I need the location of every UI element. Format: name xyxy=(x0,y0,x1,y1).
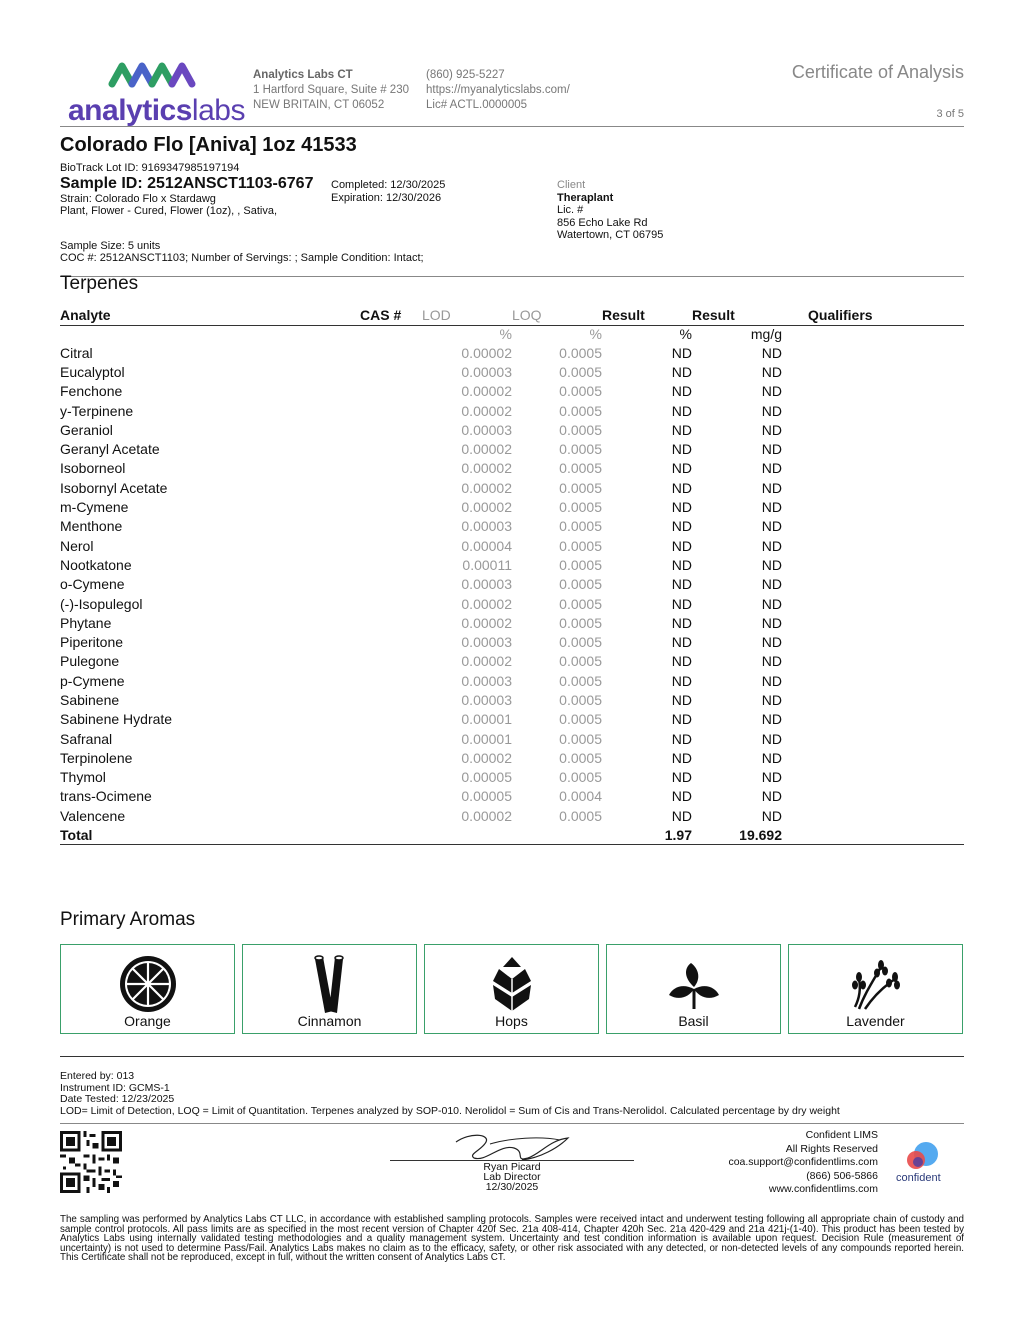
loq-cell: 0.0005 xyxy=(559,421,602,438)
result-pct-cell: ND xyxy=(671,556,692,573)
analyte-cell: Isoborneol xyxy=(60,460,126,477)
table-row xyxy=(60,555,964,574)
aromas-divider xyxy=(60,1056,964,1057)
lims-email[interactable]: coa.support@confidentlims.com xyxy=(728,1156,878,1168)
result-mg-cell: ND xyxy=(761,769,782,786)
analyte-cell: Geraniol xyxy=(60,421,113,438)
analyte-cell: m-Cymene xyxy=(60,499,129,516)
loq-cell: 0.0005 xyxy=(559,402,602,419)
qualifiers-cell xyxy=(782,787,964,806)
table-row xyxy=(60,517,964,536)
analyte-cell: o-Cymene xyxy=(60,576,125,593)
lod-cell: 0.00002 xyxy=(461,460,512,477)
loq-cell: 0.0005 xyxy=(559,769,602,786)
cas-cell xyxy=(360,536,422,555)
result-pct-cell: ND xyxy=(671,749,692,766)
result-mg-cell: ND xyxy=(761,402,782,419)
qr-code-icon[interactable] xyxy=(60,1131,122,1193)
strain-info xyxy=(60,193,277,217)
table-row xyxy=(60,420,964,439)
lod-cell xyxy=(422,825,512,844)
result-pct-cell: ND xyxy=(671,499,692,516)
cas-cell xyxy=(360,497,422,516)
cas-cell xyxy=(360,594,422,613)
qualifiers-cell xyxy=(782,748,964,767)
page-number: 3 of 5 xyxy=(936,108,964,120)
loq-cell: 0.0005 xyxy=(559,576,602,593)
lod-cell: 0.00002 xyxy=(461,595,512,612)
table-row xyxy=(60,632,964,651)
strain: Strain: Colorado Flo x Stardawg xyxy=(60,193,216,205)
loq-cell: 0.0005 xyxy=(559,807,602,824)
unit-loq: % xyxy=(589,326,602,343)
cas-cell xyxy=(360,362,422,381)
loq-cell: 0.0005 xyxy=(559,363,602,380)
lod-cell: 0.00005 xyxy=(461,788,512,805)
document-title: Certificate of Analysis xyxy=(791,62,964,82)
cas-cell xyxy=(360,748,422,767)
table-row xyxy=(60,478,964,497)
analyte-cell: y-Terpinene xyxy=(60,402,134,419)
table-row xyxy=(60,652,964,671)
units-row xyxy=(60,325,964,343)
qualifiers-cell xyxy=(782,575,964,594)
cas-cell xyxy=(360,710,422,729)
cas-cell xyxy=(360,517,422,536)
result-mg-cell: ND xyxy=(761,421,782,438)
table-row xyxy=(60,594,964,613)
loq-cell: 0.0005 xyxy=(559,653,602,670)
table-row xyxy=(60,497,964,516)
test-info xyxy=(60,1071,840,1117)
result-pct-cell: ND xyxy=(671,344,692,361)
qualifiers-cell xyxy=(782,613,964,632)
result-pct-cell: ND xyxy=(671,730,692,747)
result-mg-cell: ND xyxy=(761,595,782,612)
table-row xyxy=(60,362,964,381)
lab-contact xyxy=(426,68,570,113)
analyte-cell: Valencene xyxy=(60,807,126,824)
result-pct-cell: ND xyxy=(671,479,692,496)
cas-cell xyxy=(360,401,422,420)
cas-cell xyxy=(360,613,422,632)
qualifiers-cell xyxy=(782,806,964,825)
table-row xyxy=(60,575,964,594)
analyte-cell: Thymol xyxy=(60,769,106,786)
table-row xyxy=(60,806,964,825)
qualifiers-cell xyxy=(782,825,964,844)
loq-cell: 0.0005 xyxy=(559,595,602,612)
lod-cell: 0.00002 xyxy=(461,749,512,766)
col-lod: LOD xyxy=(422,306,512,325)
cas-cell xyxy=(360,343,422,362)
qualifiers-cell xyxy=(782,382,964,401)
result-pct-cell: ND xyxy=(671,672,692,689)
lims-rights: All Rights Reserved xyxy=(785,1142,878,1155)
loq-cell xyxy=(512,825,602,844)
instrument-id: Instrument ID: GCMS-1 xyxy=(60,1081,170,1094)
qualifiers-cell xyxy=(782,459,964,478)
analyte-cell: Eucalyptol xyxy=(60,363,125,380)
col-result-mg: Result xyxy=(692,306,782,325)
lod-cell: 0.00002 xyxy=(461,344,512,361)
cas-cell xyxy=(360,729,422,748)
loq-cell: 0.0005 xyxy=(559,749,602,766)
table-row xyxy=(60,613,964,632)
lod-cell: 0.00003 xyxy=(461,421,512,438)
col-loq: LOQ xyxy=(512,306,602,325)
loq-cell: 0.0005 xyxy=(559,672,602,689)
method-note: LOD= Limit of Detection, LOQ = Limit of Quantitation. Terpenes analyzed by SOP-010. Nerolidol = Sum of Cis and Trans-Nerolidol. Calculated percentage by dry weight xyxy=(60,1104,840,1117)
confident-mark-icon xyxy=(896,1140,952,1172)
lod-cell: 0.00003 xyxy=(461,363,512,380)
lod-cell: 0.00003 xyxy=(461,634,512,651)
table-header-row xyxy=(60,306,964,325)
result-mg-cell: ND xyxy=(761,653,782,670)
analyte-cell: Fenchone xyxy=(60,383,123,400)
signer-title: Lab Director xyxy=(483,1171,541,1183)
result-pct-cell: ND xyxy=(671,441,692,458)
qualifiers-cell xyxy=(782,439,964,458)
result-pct-cell: ND xyxy=(671,691,692,708)
qualifiers-cell xyxy=(782,768,964,787)
sign-date: 12/30/2025 xyxy=(485,1181,539,1193)
total-label: Total xyxy=(60,825,360,844)
result-pct-cell: ND xyxy=(671,634,692,651)
cas-cell xyxy=(360,632,422,651)
lab-address-line-2: NEW BRITAIN, CT 06052 xyxy=(253,99,385,111)
table-row xyxy=(60,710,964,729)
result-pct-cell: ND xyxy=(671,807,692,824)
result-pct-cell: ND xyxy=(671,788,692,805)
lod-cell: 0.00005 xyxy=(461,769,512,786)
lod-cell: 0.00002 xyxy=(461,653,512,670)
cas-cell xyxy=(360,575,422,594)
analyte-cell: Phytane xyxy=(60,614,112,631)
total-row xyxy=(60,825,964,844)
entered-by: Entered by: 013 xyxy=(60,1070,135,1082)
lod-cell: 0.00001 xyxy=(461,730,512,747)
table-row xyxy=(60,787,964,806)
expiration-date: Expiration: 12/30/2026 xyxy=(331,192,442,204)
cas-cell xyxy=(360,459,422,478)
table-row xyxy=(60,343,964,362)
loq-cell: 0.0005 xyxy=(559,460,602,477)
aroma-card-orange xyxy=(60,944,235,1034)
loq-cell: 0.0005 xyxy=(559,383,602,400)
basil-leaf-icon xyxy=(663,953,725,1015)
cas-cell xyxy=(360,825,422,844)
qualifiers-cell xyxy=(782,517,964,536)
cas-cell xyxy=(360,420,422,439)
table-row xyxy=(60,729,964,748)
col-result-pct: Result xyxy=(602,306,692,325)
result-mg-cell: ND xyxy=(761,730,782,747)
result-mg-cell: ND xyxy=(761,556,782,573)
footer-divider xyxy=(60,1123,964,1124)
analyte-cell: trans-Ocimene xyxy=(60,788,152,805)
cas-cell xyxy=(360,652,422,671)
analyte-cell: (-)-Isopulegol xyxy=(60,595,143,612)
result-mg-cell: ND xyxy=(761,518,782,535)
lod-cell: 0.00002 xyxy=(461,441,512,458)
cinnamon-stick-icon xyxy=(299,953,361,1015)
qualifiers-cell xyxy=(782,690,964,709)
lims-name: Confident LIMS xyxy=(805,1129,878,1141)
disclaimer: The sampling was performed by Analytics Labs CT LLC, in accordance with established sampling protocols. Samples were received intact and underwent testing following all appropriate chain of custody and sample control protocols. All pass limits are as specified in the most recent version of Chapter 420f Sec. 21a 408-414, Chapter 420h Sec. 21a 420-429 and 21a 421j-(1-40). This product has been tested by Analytics Labs using internally validated testing methodologies and a quality management system. Uncertainty and test condition information is available upon request. Decision Rule (measurement of uncertainty) is not used to determine Pass/Fail. Analytics Labs makes no claim as to the efficacy, safety, or other risk associated with any detected, or non-detected levels of any compounds reported herein. This Certificate shall not be reproduced, except in full, without the written consent of Analytics Labs CT. xyxy=(60,1214,964,1264)
lod-cell: 0.00003 xyxy=(461,691,512,708)
section-divider xyxy=(60,276,964,277)
result-mg-cell: ND xyxy=(761,691,782,708)
unit-lod: % xyxy=(499,326,512,343)
analytics-labs-logo xyxy=(68,58,245,128)
lavender-icon xyxy=(845,953,907,1015)
lod-cell: 0.00002 xyxy=(461,614,512,631)
cas-cell xyxy=(360,768,422,787)
aroma-card-hops xyxy=(424,944,599,1034)
lod-cell: 0.00002 xyxy=(461,807,512,824)
lod-cell: 0.00003 xyxy=(461,576,512,593)
loq-cell: 0.0005 xyxy=(559,634,602,651)
lims-website[interactable]: www.confidentlims.com xyxy=(768,1183,878,1195)
result-mg-cell: ND xyxy=(761,711,782,728)
cas-cell xyxy=(360,439,422,458)
cas-cell xyxy=(360,806,422,825)
table-row xyxy=(60,382,964,401)
aroma-card-cinnamon xyxy=(242,944,417,1034)
qualifiers-cell xyxy=(782,401,964,420)
sample-dates xyxy=(331,179,445,205)
lod-cell: 0.00011 xyxy=(462,556,512,573)
client-city: Watertown, CT 06795 xyxy=(557,229,664,241)
aroma-card-basil xyxy=(606,944,781,1034)
col-cas: CAS # xyxy=(360,306,422,325)
client-info xyxy=(557,179,663,242)
result-pct-cell: ND xyxy=(671,769,692,786)
page-header xyxy=(60,58,964,128)
loq-cell: 0.0004 xyxy=(559,788,602,805)
loq-cell: 0.0005 xyxy=(559,614,602,631)
result-pct-cell: ND xyxy=(671,711,692,728)
loq-cell: 0.0005 xyxy=(559,479,602,496)
confident-logo-text: confident xyxy=(896,1172,941,1184)
analyte-cell: Sabinene Hydrate xyxy=(60,711,173,728)
result-mg-cell: ND xyxy=(761,344,782,361)
result-pct-cell: ND xyxy=(671,653,692,670)
loq-cell: 0.0005 xyxy=(559,518,602,535)
analyte-cell: Menthone xyxy=(60,518,123,535)
loq-cell: 0.0005 xyxy=(559,344,602,361)
lod-cell: 0.00002 xyxy=(461,402,512,419)
result-mg-cell: ND xyxy=(761,479,782,496)
analyte-cell: Isobornyl Acetate xyxy=(60,479,168,496)
terpenes-title: Terpenes xyxy=(60,273,139,294)
result-mg-cell: ND xyxy=(761,383,782,400)
matrix: Plant, Flower - Cured, Flower (1oz), , Sativa, xyxy=(60,205,278,217)
result-mg-cell: ND xyxy=(761,634,782,651)
table-row xyxy=(60,401,964,420)
completed-date: Completed: 12/30/2025 xyxy=(331,179,446,191)
qualifiers-cell xyxy=(782,536,964,555)
lab-address-line-1: 1 Hartford Square, Suite # 230 xyxy=(253,84,409,96)
analyte-cell: Sabinene xyxy=(60,691,120,708)
qualifiers-cell xyxy=(782,362,964,381)
lod-cell: 0.00002 xyxy=(461,499,512,516)
loq-cell: 0.0005 xyxy=(559,711,602,728)
qualifiers-cell xyxy=(782,420,964,439)
cas-cell xyxy=(360,478,422,497)
lab-address xyxy=(253,68,409,113)
result-pct-cell: ND xyxy=(671,460,692,477)
analyte-cell: Piperitone xyxy=(60,634,124,651)
table-row xyxy=(60,671,964,690)
result-mg-cell: ND xyxy=(761,576,782,593)
biotrack-lot-id: BioTrack Lot ID: 9169347985197194 xyxy=(60,162,240,174)
unit-result-pct: % xyxy=(679,326,692,343)
logo-wordmark: analyticslabs xyxy=(68,94,245,127)
lod-cell: 0.00002 xyxy=(461,383,512,400)
analyte-cell: Geranyl Acetate xyxy=(60,441,160,458)
result-mg-cell: ND xyxy=(761,537,782,554)
table-row xyxy=(60,690,964,709)
confident-logo xyxy=(896,1140,952,1190)
table-row xyxy=(60,748,964,767)
lod-cell: 0.00003 xyxy=(461,672,512,689)
result-mg-cell: ND xyxy=(761,788,782,805)
qualifiers-cell xyxy=(782,729,964,748)
cas-cell xyxy=(360,671,422,690)
unit-result-mg: mg/g xyxy=(750,326,782,343)
aroma-label: Orange xyxy=(124,1013,171,1029)
lab-license: Lic# ACTL.0000005 xyxy=(426,99,528,111)
result-mg-cell: ND xyxy=(761,499,782,516)
analyte-cell: Pulegone xyxy=(60,653,120,670)
col-analyte: Analyte xyxy=(60,306,360,325)
result-mg-cell: ND xyxy=(761,807,782,824)
lod-cell: 0.00003 xyxy=(461,518,512,535)
coc-info: COC #: 2512ANSCT1103; Number of Servings: ; Sample Condition: Intact; xyxy=(60,252,424,264)
sample-size: Sample Size: 5 units xyxy=(60,240,161,252)
lod-cell: 0.00004 xyxy=(461,537,512,554)
loq-cell: 0.0005 xyxy=(559,441,602,458)
lod-cell: 0.00002 xyxy=(461,479,512,496)
result-pct-cell: ND xyxy=(671,402,692,419)
qualifiers-cell xyxy=(782,652,964,671)
aromas-title: Primary Aromas xyxy=(60,909,196,930)
qualifiers-cell xyxy=(782,555,964,574)
client-street: 856 Echo Lake Rd xyxy=(557,216,648,229)
result-pct-cell: ND xyxy=(671,614,692,631)
result-pct-cell: ND xyxy=(671,421,692,438)
hops-icon xyxy=(481,953,543,1015)
qualifiers-cell xyxy=(782,710,964,729)
loq-cell: 0.0005 xyxy=(559,730,602,747)
qualifiers-cell xyxy=(782,497,964,516)
lims-info xyxy=(728,1129,878,1197)
aroma-label: Hops xyxy=(495,1013,528,1029)
col-qualifiers: Qualifiers xyxy=(782,306,964,325)
orange-slice-icon xyxy=(117,953,179,1015)
total-pct: 1.97 xyxy=(602,825,692,844)
aroma-label: Lavender xyxy=(846,1013,905,1029)
date-tested: Date Tested: 12/23/2025 xyxy=(60,1093,175,1105)
result-mg-cell: ND xyxy=(761,672,782,689)
client-name: Theraplant xyxy=(557,191,614,204)
cas-cell xyxy=(360,555,422,574)
qualifiers-cell xyxy=(782,343,964,362)
analyte-cell: Terpinolene xyxy=(60,749,133,766)
table-row xyxy=(60,768,964,787)
loq-cell: 0.0005 xyxy=(559,537,602,554)
cas-cell xyxy=(360,690,422,709)
result-pct-cell: ND xyxy=(671,576,692,593)
result-mg-cell: ND xyxy=(761,363,782,380)
lab-website[interactable]: https://myanalyticslabs.com/ xyxy=(426,84,570,96)
result-mg-cell: ND xyxy=(761,460,782,477)
aromas-grid xyxy=(60,944,964,1034)
result-pct-cell: ND xyxy=(671,383,692,400)
analyte-cell: Nootkatone xyxy=(60,556,132,573)
qualifiers-cell xyxy=(782,632,964,651)
analyte-cell: Nerol xyxy=(60,537,94,554)
aroma-card-lavender xyxy=(788,944,963,1034)
lod-cell: 0.00001 xyxy=(461,711,512,728)
qualifiers-cell xyxy=(782,594,964,613)
loq-cell: 0.0005 xyxy=(559,499,602,516)
result-pct-cell: ND xyxy=(671,537,692,554)
result-pct-cell: ND xyxy=(671,518,692,535)
table-row xyxy=(60,459,964,478)
loq-cell: 0.0005 xyxy=(559,556,602,573)
signer-name: Ryan Picard xyxy=(483,1161,541,1173)
aroma-label: Basil xyxy=(678,1013,709,1029)
loq-cell: 0.0005 xyxy=(559,691,602,708)
logo-mark-icon xyxy=(108,58,200,90)
qualifiers-cell xyxy=(782,671,964,690)
qualifiers-cell xyxy=(782,478,964,497)
table-row xyxy=(60,536,964,555)
cas-cell xyxy=(360,787,422,806)
header-divider xyxy=(60,126,964,127)
result-pct-cell: ND xyxy=(671,595,692,612)
sample-size-info xyxy=(60,240,424,264)
total-mg: 19.692 xyxy=(692,825,782,844)
aroma-label: Cinnamon xyxy=(297,1013,362,1029)
result-mg-cell: ND xyxy=(761,614,782,631)
client-label: Client xyxy=(557,179,586,191)
lims-phone: (866) 506-5866 xyxy=(806,1169,878,1182)
result-pct-cell: ND xyxy=(671,363,692,380)
lab-name: Analytics Labs CT xyxy=(253,69,353,81)
terpenes-table xyxy=(60,306,964,845)
analyte-cell: p-Cymene xyxy=(60,672,125,689)
result-mg-cell: ND xyxy=(761,749,782,766)
analyte-cell: Safranal xyxy=(60,730,113,747)
lab-phone: (860) 925-5227 xyxy=(426,69,505,81)
client-license: Lic. # xyxy=(557,204,584,216)
signer-block xyxy=(440,1162,584,1192)
analyte-cell: Citral xyxy=(60,344,93,361)
sample-id: Sample ID: 2512ANSCT1103-6767 xyxy=(60,175,314,192)
table-row xyxy=(60,439,964,458)
cas-cell xyxy=(360,382,422,401)
product-name: Colorado Flo [Aniva] 1oz 41533 xyxy=(60,134,357,156)
result-mg-cell: ND xyxy=(761,441,782,458)
